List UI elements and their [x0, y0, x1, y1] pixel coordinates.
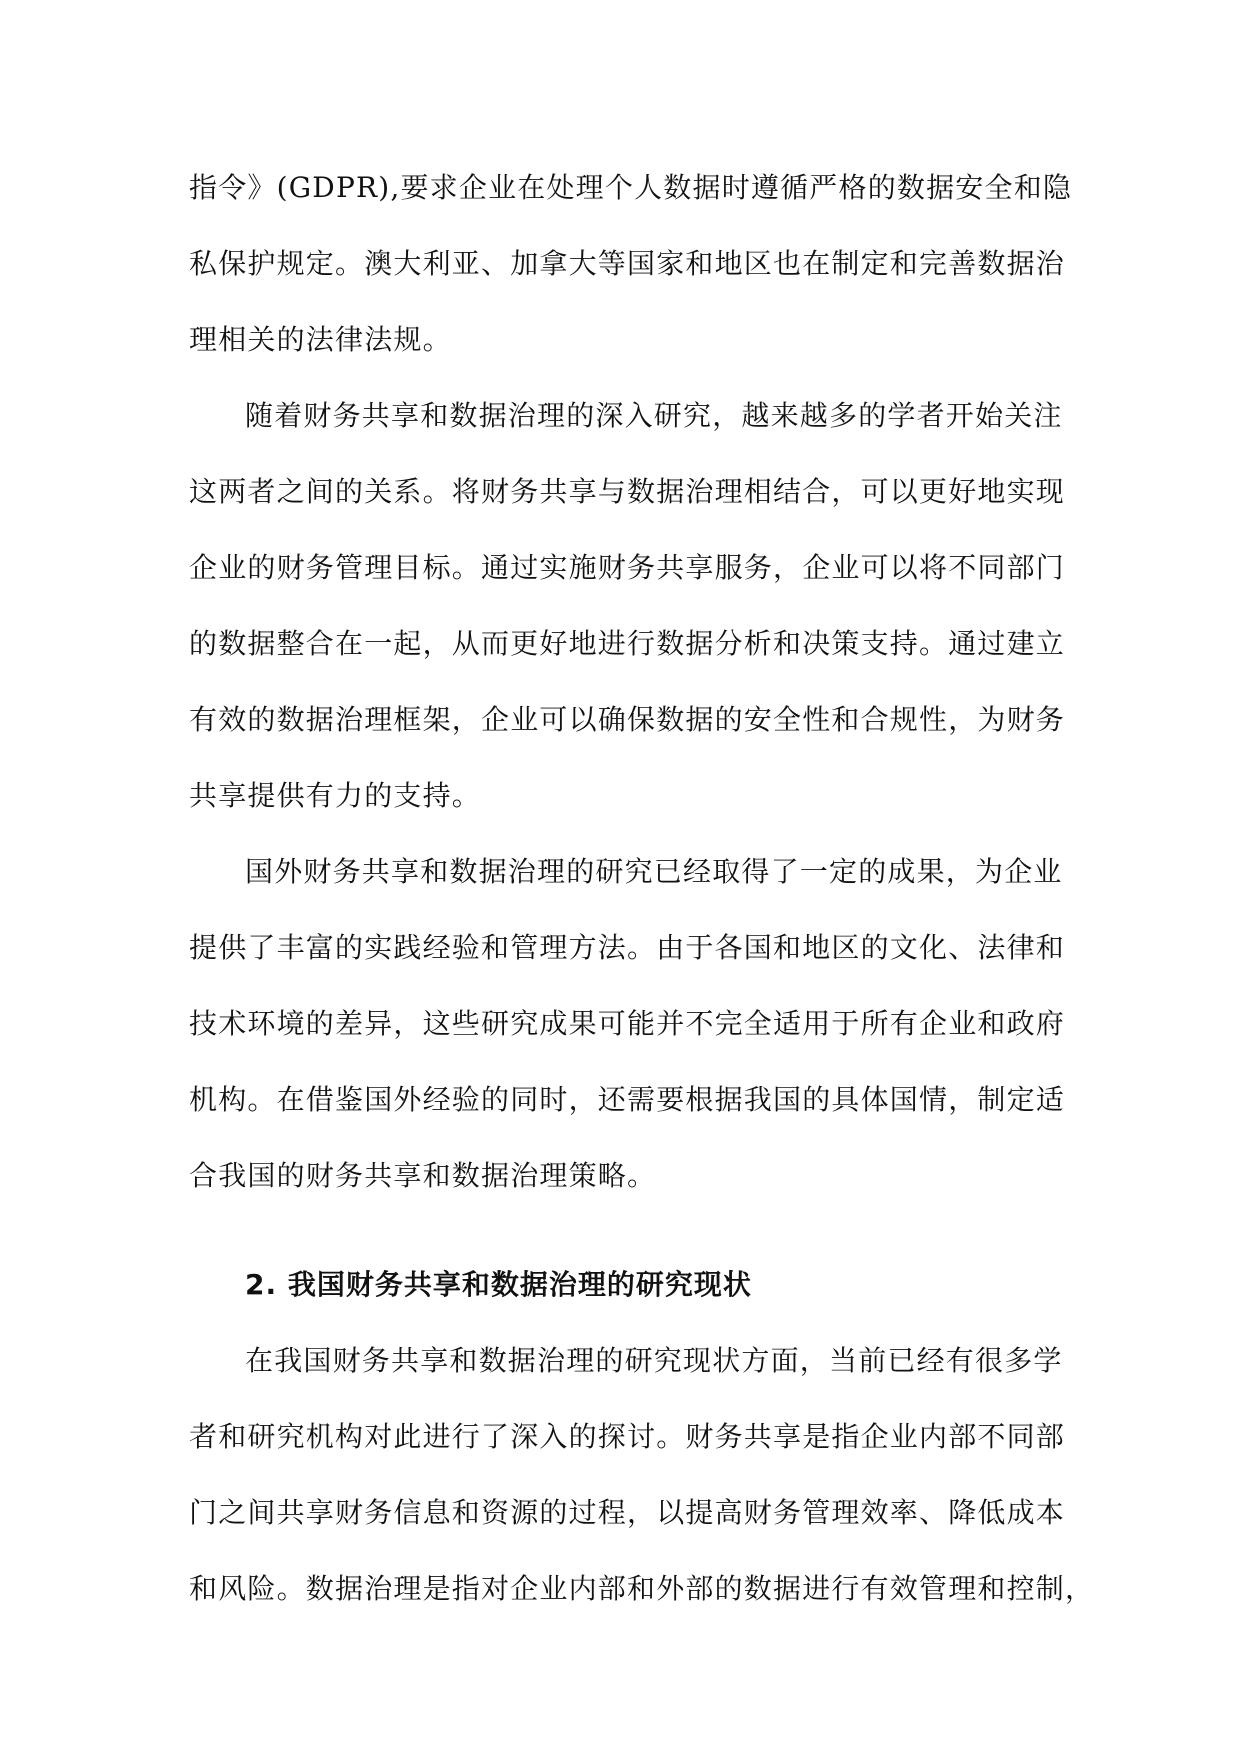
paragraph-3	[189, 834, 1066, 1214]
paragraph-line: 在我国财务共享和数据治理的研究现状方面，当前已经有很多学	[245, 1344, 1063, 1377]
paragraph-line: 有效的数据治理框架，企业可以确保数据的安全性和合规性，为财务	[189, 703, 1066, 736]
section-paragraph	[189, 1323, 1095, 1627]
paragraph-2	[189, 378, 1066, 834]
paragraph-line: 指令》(GDPR),要求企业在处理个人数据时遵循严格的数据安全和隐	[189, 171, 1073, 204]
paragraph-line: 门之间共享财务信息和资源的过程，以提高财务管理效率、降低成本	[189, 1496, 1066, 1529]
paragraph-line: 和风险。数据治理是指对企业内部和外部的数据进行有效管理和控制，	[189, 1572, 1095, 1605]
paragraph-line: 理相关的法律法规。	[189, 323, 452, 356]
paragraph-line: 合我国的财务共享和数据治理策略。	[189, 1159, 657, 1192]
paragraph-line: 企业的财务管理目标。通过实施财务共享服务，企业可以将不同部门	[189, 551, 1066, 584]
paragraph-line: 随着财务共享和数据治理的深入研究，越来越多的学者开始关注	[245, 399, 1063, 432]
paragraph-1	[189, 150, 1073, 378]
page-content	[189, 150, 1095, 1627]
paragraph-line: 国外财务共享和数据治理的研究已经取得了一定的成果，为企业	[245, 855, 1063, 888]
paragraph-line: 共享提供有力的支持。	[189, 779, 482, 812]
paragraph-line: 机构。在借鉴国外经验的同时，还需要根据我国的具体国情，制定适	[189, 1083, 1066, 1116]
paragraph-line: 提供了丰富的实践经验和管理方法。由于各国和地区的文化、法律和	[189, 931, 1066, 964]
paragraph-line: 技术环境的差异，这些研究成果可能并不完全适用于所有企业和政府	[189, 1007, 1066, 1040]
paragraph-line: 私保护规定。澳大利亚、加拿大等国家和地区也在制定和完善数据治	[189, 247, 1066, 280]
paragraph-line: 这两者之间的关系。将财务共享与数据治理相结合，可以更好地实现	[189, 475, 1066, 508]
section-heading: 2. 我国财务共享和数据治理的研究现状	[245, 1268, 752, 1301]
paragraph-line: 者和研究机构对此进行了深入的探讨。财务共享是指企业内部不同部	[189, 1420, 1066, 1453]
paragraph-line: 的数据整合在一起，从而更好地进行数据分析和决策支持。通过建立	[189, 627, 1066, 660]
